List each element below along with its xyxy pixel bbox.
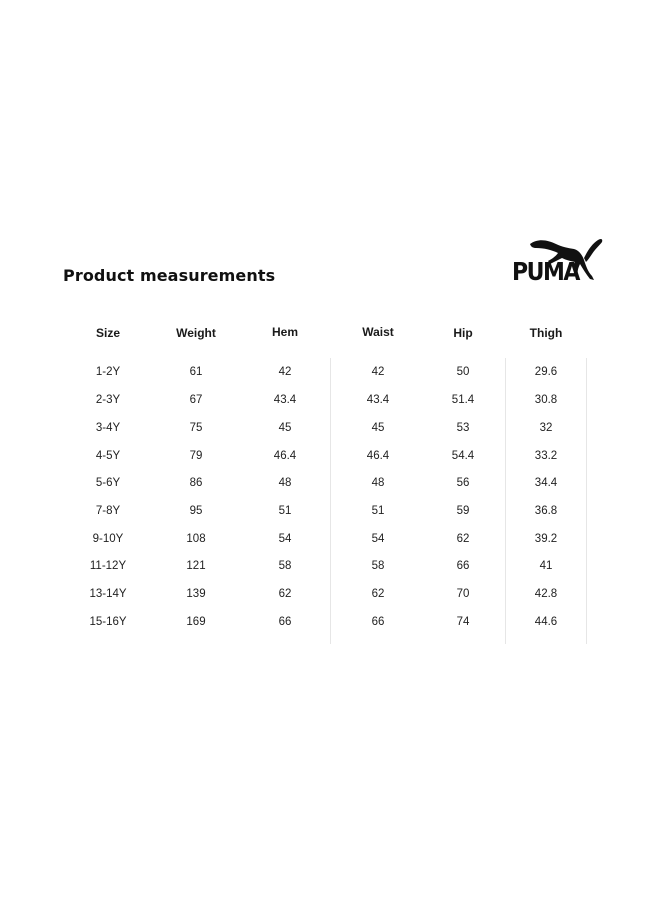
header-weight: Weight [176, 326, 216, 340]
cell-weight: 61 [189, 366, 203, 378]
cell-hem: 43.4 [273, 394, 297, 406]
cell-thigh: 33.2 [534, 450, 558, 462]
cell-waist: 62 [371, 588, 385, 600]
cell-size: 5-6Y [95, 477, 121, 489]
cell-hem: 42 [278, 366, 292, 378]
cell-thigh: 44.6 [534, 616, 558, 628]
cell-weight: 169 [186, 616, 206, 628]
cell-hem: 45 [278, 422, 292, 434]
column-divider [330, 358, 331, 644]
cell-size: 2-3Y [95, 394, 121, 406]
cell-thigh: 30.8 [534, 394, 558, 406]
cell-hem: 58 [278, 560, 292, 572]
cell-weight: 86 [189, 477, 203, 489]
cell-waist: 54 [371, 533, 385, 545]
puma-wordmark: PUMA [512, 258, 579, 287]
cell-hip: 56 [456, 477, 470, 489]
cell-hip: 74 [456, 616, 470, 628]
cell-size: 4-5Y [95, 450, 121, 462]
cell-weight: 79 [189, 450, 203, 462]
cell-hem: 48 [278, 477, 292, 489]
cell-thigh: 32 [539, 422, 553, 434]
cell-hip: 50 [456, 366, 470, 378]
cell-hem: 62 [278, 588, 292, 600]
cell-size: 1-2Y [95, 366, 121, 378]
cell-size: 7-8Y [95, 505, 121, 517]
puma-logo [512, 236, 604, 286]
cell-size: 9-10Y [92, 533, 124, 545]
cell-hip: 70 [456, 588, 470, 600]
cell-thigh: 39.2 [534, 533, 558, 545]
cell-thigh: 29.6 [534, 366, 558, 378]
cell-thigh: 36.8 [534, 505, 558, 517]
cell-size: 13-14Y [89, 588, 127, 600]
cell-waist: 66 [371, 616, 385, 628]
cell-weight: 108 [186, 533, 206, 545]
cell-waist: 42 [371, 366, 385, 378]
header-thigh: Thigh [529, 326, 563, 340]
cell-weight: 95 [189, 505, 203, 517]
cell-hip: 54.4 [451, 450, 475, 462]
cell-hip: 53 [456, 422, 470, 434]
page-title: Product measurements [63, 266, 276, 285]
header-hem: Hem [271, 325, 299, 339]
cell-size: 3-4Y [95, 422, 121, 434]
header-hip: Hip [453, 326, 473, 340]
cell-hip: 66 [456, 560, 470, 572]
cell-hip: 51.4 [451, 394, 475, 406]
cell-hem: 46.4 [273, 450, 297, 462]
cell-hem: 66 [278, 616, 292, 628]
cell-waist: 48 [371, 477, 385, 489]
cell-thigh: 41 [539, 560, 553, 572]
cell-hem: 54 [278, 533, 292, 545]
cell-hem: 51 [278, 505, 292, 517]
header-waist: Waist [362, 325, 394, 339]
cell-thigh: 34.4 [534, 477, 558, 489]
cell-weight: 121 [186, 560, 206, 572]
cell-size: 11-12Y [89, 560, 127, 572]
cell-weight: 75 [189, 422, 203, 434]
column-divider [505, 358, 506, 644]
cell-waist: 43.4 [366, 394, 390, 406]
column-divider [586, 358, 587, 644]
cell-size: 15-16Y [89, 616, 127, 628]
cell-hip: 62 [456, 533, 470, 545]
cell-waist: 45 [371, 422, 385, 434]
cell-waist: 58 [371, 560, 385, 572]
cell-thigh: 42.8 [534, 588, 558, 600]
cell-waist: 46.4 [366, 450, 390, 462]
cell-hip: 59 [456, 505, 470, 517]
cell-weight: 139 [186, 588, 206, 600]
cell-waist: 51 [371, 505, 385, 517]
header-size: Size [95, 326, 121, 340]
cell-weight: 67 [189, 394, 203, 406]
